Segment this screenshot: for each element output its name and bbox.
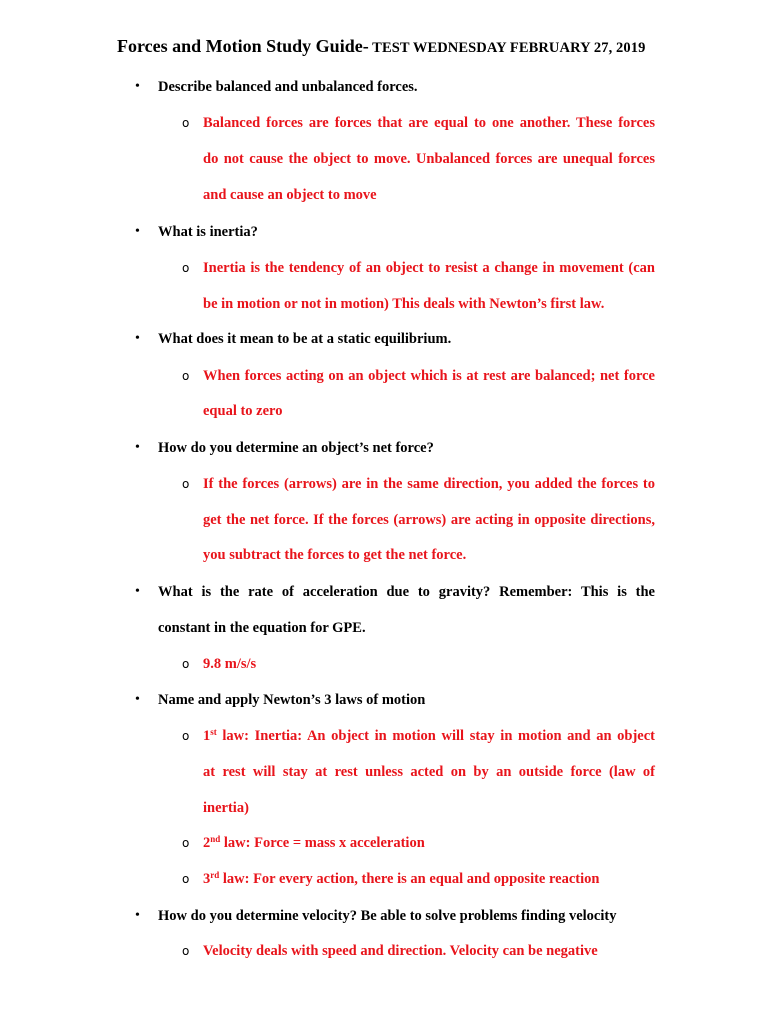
question-3: What does it mean to be at a static equilibrium. bbox=[158, 331, 452, 347]
law-1-line-1 bbox=[203, 727, 655, 745]
answer-4-line-1: If the forces (arrows) are in the same direction, you added the forces to bbox=[203, 476, 655, 492]
answer-2-line-1: Inertia is the tendency of an object to resist a change in movement (can bbox=[203, 260, 655, 276]
question-2: What is inertia? bbox=[158, 224, 258, 240]
law-2-text: law: Force = mass x acceleration bbox=[220, 835, 425, 851]
answer-3-line-1: When forces acting on an object which is at rest are balanced; net force bbox=[203, 368, 655, 384]
bullet-icon: • bbox=[135, 79, 140, 94]
sub-bullet-icon: o bbox=[182, 836, 190, 850]
answer-7: Velocity deals with speed and direction. Velocity can be negative bbox=[203, 943, 598, 959]
answer-1-line-2: do not cause the object to move. Unbalanced forces are unequal forces bbox=[203, 151, 655, 167]
answer-4-line-2: get the net force. If the forces (arrows) are acting in opposite directions, bbox=[203, 512, 655, 528]
law-3-ordinal-suffix: rd bbox=[210, 870, 220, 880]
title-test-date: TEST WEDNESDAY FEBRUARY 27, 2019 bbox=[368, 40, 646, 56]
law-1-line-2: at rest will stay at rest unless acted on by an outside force (law of bbox=[203, 764, 655, 780]
sub-bullet-icon: o bbox=[182, 729, 190, 743]
sub-bullet-icon: o bbox=[182, 872, 190, 886]
answer-2-line-2: be in motion or not in motion) This deals with Newton’s first law. bbox=[203, 296, 605, 312]
law-2-ordinal-suffix: nd bbox=[210, 834, 221, 844]
law-1-text: law: Inertia: An object in motion will stay in motion and an object bbox=[216, 728, 655, 744]
sub-bullet-icon: o bbox=[182, 116, 190, 130]
law-2 bbox=[203, 834, 425, 852]
law-3 bbox=[203, 870, 599, 888]
law-1-ordinal-suffix: st bbox=[210, 727, 217, 737]
answer-4-line-3: you subtract the forces to get the net force. bbox=[203, 547, 467, 563]
title-main: Forces and Motion Study Guide- bbox=[117, 36, 369, 56]
answer-1-line-1: Balanced forces are forces that are equal to one another. These forces bbox=[203, 115, 655, 131]
question-5-line-1: What is the rate of acceleration due to gravity? Remember: This is the bbox=[158, 584, 655, 600]
law-3-text: law: For every action, there is an equal and opposite reaction bbox=[219, 871, 600, 887]
answer-3-line-2: equal to zero bbox=[203, 403, 283, 419]
bullet-icon: • bbox=[135, 440, 140, 455]
answer-5: 9.8 m/s/s bbox=[203, 656, 257, 672]
bullet-icon: • bbox=[135, 331, 140, 346]
question-5-line-2: constant in the equation for GPE. bbox=[158, 620, 366, 636]
question-1: Describe balanced and unbalanced forces. bbox=[158, 79, 418, 95]
answer-1-line-3: and cause an object to move bbox=[203, 187, 377, 203]
law-2-ordinal: 2 bbox=[203, 835, 211, 851]
sub-bullet-icon: o bbox=[182, 477, 190, 491]
sub-bullet-icon: o bbox=[182, 369, 190, 383]
sub-bullet-icon: o bbox=[182, 261, 190, 275]
question-4: How do you determine an object’s net force? bbox=[158, 440, 434, 456]
question-7: How do you determine velocity? Be able to solve problems finding velocity bbox=[158, 908, 617, 924]
bullet-icon: • bbox=[135, 584, 140, 599]
bullet-icon: • bbox=[135, 224, 140, 239]
sub-bullet-icon: o bbox=[182, 657, 190, 671]
bullet-icon: • bbox=[135, 908, 140, 923]
sub-bullet-icon: o bbox=[182, 944, 190, 958]
law-3-ordinal: 3 bbox=[203, 871, 211, 887]
bullet-icon: • bbox=[135, 692, 140, 707]
law-1-line-3: inertia) bbox=[203, 800, 249, 816]
law-1-ordinal: 1 bbox=[203, 728, 211, 744]
question-6: Name and apply Newton’s 3 laws of motion bbox=[158, 692, 426, 708]
page-title bbox=[117, 35, 717, 59]
